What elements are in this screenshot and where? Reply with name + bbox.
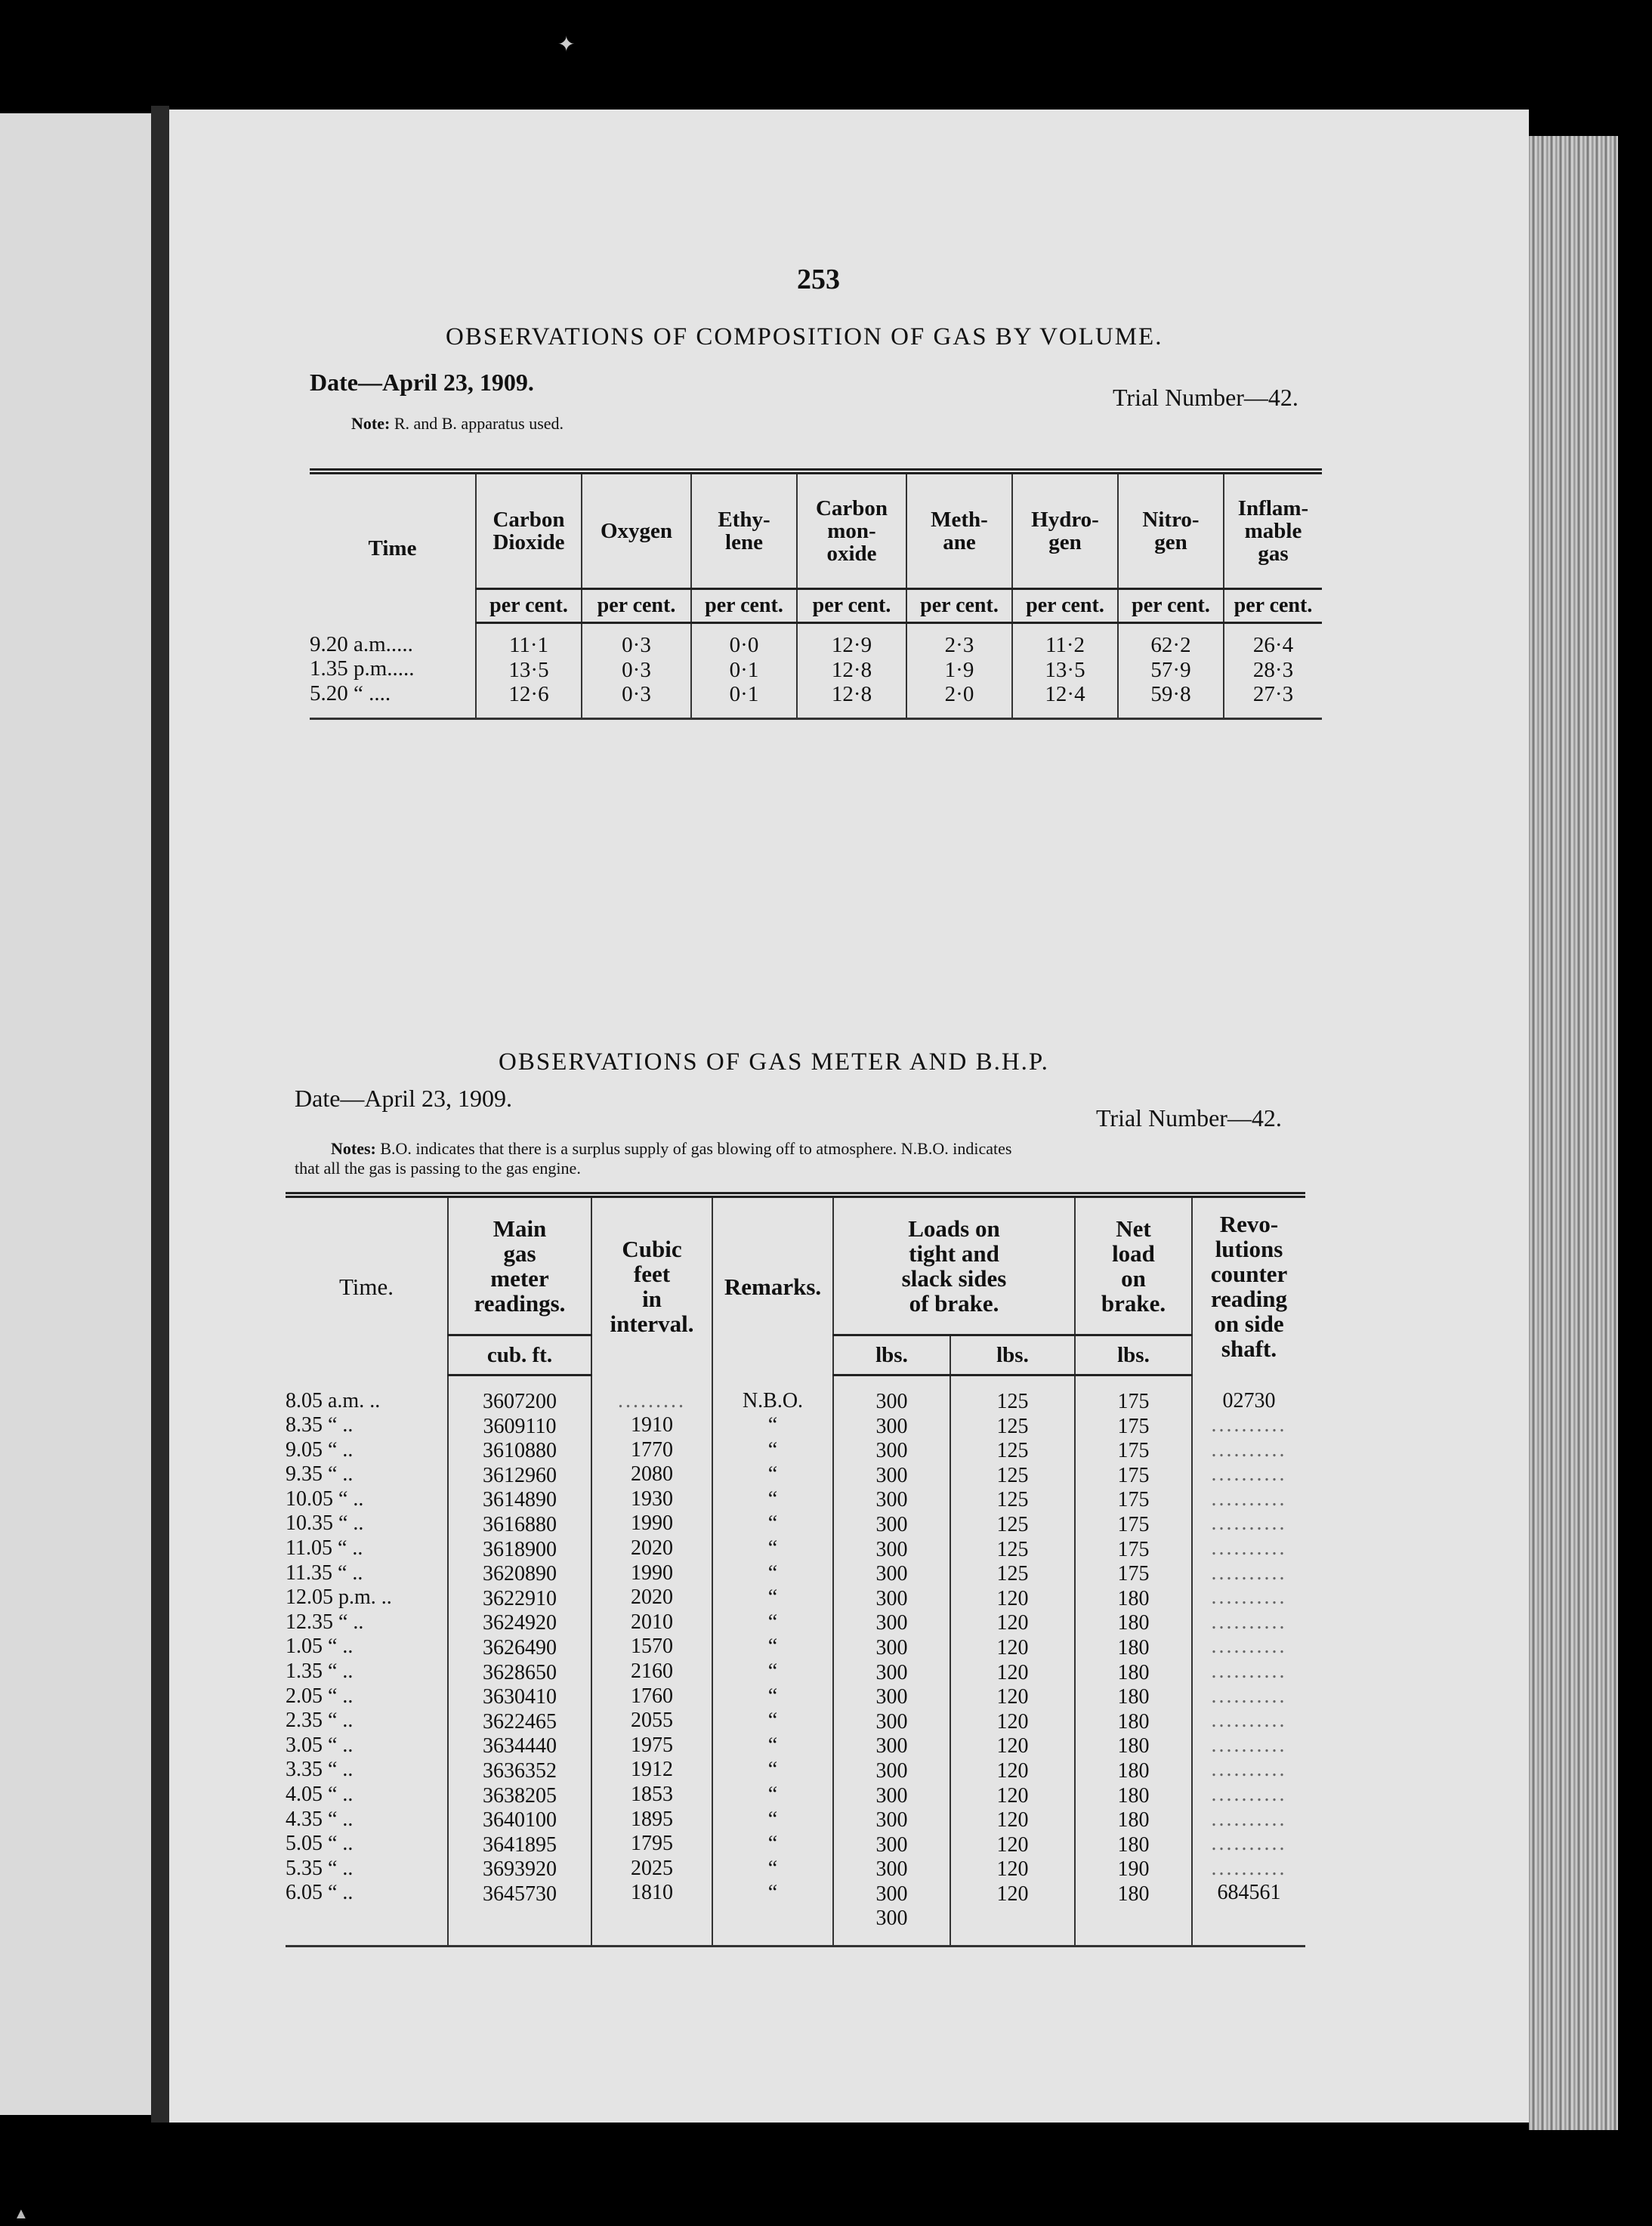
time-cell: 10.35 “ .. — [286, 1511, 364, 1536]
remarks-cell: “ — [767, 1536, 778, 1561]
value-cell: 1·9 — [944, 657, 974, 682]
slack-load-cell: 120 — [996, 1758, 1029, 1783]
slack-load-cell: 125 — [996, 1512, 1029, 1536]
cubic-feet-cell: 2020 — [631, 1585, 673, 1610]
revolutions-cell: .......... — [1211, 1437, 1287, 1462]
section2-title: OBSERVATIONS OF GAS METER AND B.H.P. — [499, 1048, 1049, 1076]
tight-load-cell: 300 — [875, 1685, 908, 1709]
comp-col-header: Carbon Dioxide — [476, 471, 582, 589]
section1-title: OBSERVATIONS OF COMPOSITION OF GAS BY VOLUME. — [446, 323, 1163, 350]
tight-load-cell: 300 — [875, 1808, 908, 1832]
meter-reading-cell: 3645730 — [483, 1882, 557, 1906]
meter-reading-cell: 3622465 — [483, 1709, 557, 1734]
net-load-cell: 180 — [1117, 1611, 1150, 1635]
time-cell: 4.05 “ .. — [286, 1783, 354, 1806]
net-load-cell: 180 — [1117, 1586, 1150, 1610]
cubic-feet-cell: 1990 — [631, 1561, 673, 1585]
remarks-cell: “ — [767, 1758, 778, 1782]
cubic-feet-cell: 1990 — [631, 1511, 673, 1536]
tight-load-cell: 300 — [875, 1390, 908, 1413]
revolutions-cell: .......... — [1211, 1733, 1287, 1757]
revolutions-cell: .......... — [1211, 1511, 1287, 1536]
cubic-feet-cell: 1760 — [631, 1684, 673, 1708]
meter-reading-cell: 3630410 — [483, 1685, 557, 1709]
net-load-column — [1075, 1375, 1192, 1947]
cubic-feet-cell: 2055 — [631, 1709, 673, 1733]
remarks-cell: “ — [767, 1487, 778, 1511]
comp-value-column — [691, 623, 797, 719]
slack-load-cell: 120 — [996, 1586, 1029, 1610]
meter-reading-cell: 3641895 — [483, 1832, 557, 1857]
net-load-cell: 175 — [1117, 1414, 1150, 1438]
slack-load-cell: 120 — [996, 1857, 1029, 1882]
slack-load-cell: 120 — [996, 1635, 1029, 1659]
time-cell: 10.05 “ .. — [286, 1487, 364, 1511]
revolutions-cell: .......... — [1211, 1807, 1287, 1831]
page-number: 253 — [797, 264, 840, 295]
tight-load-cell: 300 — [875, 1512, 908, 1536]
value-cell: 59·8 — [1150, 682, 1191, 707]
meter-reading-cell: 3620890 — [483, 1562, 557, 1586]
revolutions-cell: .......... — [1211, 1832, 1287, 1856]
slack-load-cell: 125 — [996, 1562, 1029, 1586]
meter-reading-cell: 3614890 — [483, 1488, 557, 1512]
remarks-cell: “ — [767, 1832, 778, 1856]
time-header: Time — [368, 536, 417, 561]
value-cell: 28·3 — [1252, 657, 1294, 682]
tight-load-cell: 300 — [875, 1660, 908, 1684]
slack-load-cell: 120 — [996, 1808, 1029, 1832]
meter-readings-column — [448, 1375, 591, 1947]
slack-load-cell: 120 — [996, 1783, 1029, 1808]
section2-trial: Trial Number—42. — [1096, 1104, 1282, 1132]
comp-col-header: Hydro- gen — [1012, 471, 1118, 589]
value-cell: 0·3 — [622, 682, 651, 707]
tight-load-cell: 300 — [875, 1882, 908, 1906]
slack-load-cell: 120 — [996, 1709, 1029, 1734]
remarks-header: Remarks. — [712, 1195, 833, 1375]
comp-value-column — [582, 623, 691, 719]
remarks-cell: “ — [767, 1684, 778, 1708]
net-load-cell: 175 — [1117, 1512, 1150, 1536]
revolutions-column — [1192, 1375, 1305, 1947]
value-cell: 12·8 — [831, 682, 872, 707]
meter-reading-cell: 3628650 — [483, 1660, 557, 1684]
revolutions-cell: .......... — [1211, 1659, 1287, 1684]
notes-text: B.O. indicates that there is a surplus supply of gas blowing off to atmosphere. N.B.O. indicates — [380, 1139, 1012, 1158]
slack-load-cell: 120 — [996, 1660, 1029, 1684]
net-load-cell: 175 — [1117, 1537, 1150, 1561]
meter-reading-cell: 3622910 — [483, 1586, 557, 1610]
main-meter-unit: cub. ft. — [448, 1335, 591, 1375]
tight-load-cell: 300 — [875, 1488, 908, 1512]
meter-reading-cell: 3640100 — [483, 1808, 557, 1832]
time-cell: 9.20 a.m..... — [310, 631, 413, 656]
comp-col-unit: per cent. — [1012, 589, 1118, 623]
value-cell: 11·1 — [508, 633, 549, 657]
revolutions-cell: .......... — [1211, 1684, 1287, 1708]
value-cell: 0·3 — [622, 633, 651, 657]
comp-col-header: Inflam- mable gas — [1224, 471, 1322, 589]
slack-load-cell: 125 — [996, 1439, 1029, 1463]
value-cell: 26·4 — [1252, 633, 1294, 657]
value-cell: 12·6 — [508, 682, 549, 707]
value-cell: 12·4 — [1045, 682, 1085, 707]
slack-load-cell: 125 — [996, 1414, 1029, 1438]
main-meter-header: Main gas meter readings. — [448, 1195, 591, 1335]
section2-note-line1 — [331, 1139, 1011, 1159]
comp-value-column — [1118, 623, 1224, 719]
tight-load-cell: 300 — [875, 1463, 908, 1487]
time-cell: 11.05 “ .. — [286, 1536, 363, 1561]
comp-col-unit: per cent. — [797, 589, 906, 623]
time-cell: 6.05 “ .. — [286, 1881, 354, 1905]
section2-note-line2: that all the gas is passing to the gas engine. — [295, 1159, 581, 1178]
note-text: R. and B. apparatus used. — [394, 414, 564, 433]
time-cell: 9.05 “ .. — [286, 1437, 354, 1462]
tight-load-cell: 300 — [875, 1611, 908, 1635]
loads-header: Loads on tight and slack sides of brake. — [833, 1195, 1075, 1335]
cubic-feet-cell: 2025 — [631, 1856, 673, 1880]
slack-load-cell: 125 — [996, 1463, 1029, 1487]
remarks-cell: “ — [767, 1733, 778, 1757]
cubic-feet-cell: ......... — [618, 1388, 686, 1412]
time-cell: 2.35 “ .. — [286, 1709, 354, 1733]
meter-reading-cell: 3609110 — [483, 1414, 557, 1438]
comp-col-header: Nitro- gen — [1118, 471, 1224, 589]
time-cell: 8.05 a.m. .. — [286, 1388, 381, 1412]
value-cell: 62·2 — [1150, 633, 1191, 657]
net-load-cell: 180 — [1117, 1832, 1150, 1857]
value-cell: 0·1 — [729, 682, 759, 707]
tight-load-cell: 300 — [875, 1414, 908, 1438]
cubic-feet-cell: 1770 — [631, 1437, 673, 1462]
revolutions-cell: .......... — [1211, 1856, 1287, 1880]
meter-reading-cell: 3610880 — [483, 1439, 557, 1463]
tight-load-cell: 300 — [875, 1439, 908, 1463]
tight-load-column — [833, 1375, 950, 1947]
remarks-cell: “ — [767, 1437, 778, 1462]
remarks-cell: N.B.O. — [742, 1388, 804, 1412]
slack-load-unit: lbs. — [950, 1335, 1075, 1375]
value-cell: 12·8 — [831, 657, 872, 682]
remarks-cell: “ — [767, 1561, 778, 1585]
cubic-feet-cell: 1810 — [631, 1881, 673, 1905]
remarks-cell: “ — [767, 1709, 778, 1733]
remarks-cell: “ — [767, 1783, 778, 1806]
tight-load-cell: 300 — [875, 1832, 908, 1857]
slack-load-cell: 120 — [996, 1882, 1029, 1906]
comp-col-unit: per cent. — [906, 589, 1012, 623]
revolutions-cell: .......... — [1211, 1783, 1287, 1806]
revolutions-cell: .......... — [1211, 1487, 1287, 1511]
tight-load-cell: 300 — [875, 1537, 908, 1561]
revolutions-cell: .......... — [1211, 1758, 1287, 1782]
revolutions-cell: .......... — [1211, 1585, 1287, 1610]
tight-load-cell: 300 — [875, 1783, 908, 1808]
cubic-feet-cell: 2010 — [631, 1610, 673, 1634]
time-cell: 12.35 “ .. — [286, 1610, 364, 1634]
comp-col-header: Meth- ane — [906, 471, 1012, 589]
tight-load-cell: 300 — [875, 1635, 908, 1659]
comp-value-column — [1012, 623, 1118, 719]
tight-load-cell: 300 — [875, 1734, 908, 1758]
cubic-feet-cell: 1912 — [631, 1758, 673, 1782]
section1-note — [351, 414, 564, 434]
comp-col-unit: per cent. — [476, 589, 582, 623]
meter-reading-cell: 3636352 — [483, 1758, 557, 1783]
comp-value-column — [476, 623, 582, 719]
comp-col-header: Carbon mon- oxide — [797, 471, 906, 589]
comp-value-column — [1224, 623, 1322, 719]
net-load-cell: 180 — [1117, 1660, 1150, 1684]
comp-col-unit: per cent. — [582, 589, 691, 623]
comp-col-header: Oxygen — [582, 471, 691, 589]
net-load-cell: 180 — [1117, 1709, 1150, 1734]
tight-load-cell: 300 — [875, 1709, 908, 1734]
time-cell: 2.05 “ .. — [286, 1684, 354, 1708]
net-load-cell: 180 — [1117, 1635, 1150, 1659]
slack-load-cell: 125 — [996, 1488, 1029, 1512]
meter-time-column — [286, 1375, 448, 1947]
slack-load-cell: 125 — [996, 1390, 1029, 1413]
remarks-cell: “ — [767, 1585, 778, 1610]
note-label: Note: — [351, 414, 391, 433]
net-load-cell: 175 — [1117, 1390, 1150, 1413]
net-load-cell: 175 — [1117, 1439, 1150, 1463]
revolutions-cell: .......... — [1211, 1536, 1287, 1561]
remarks-cell: “ — [767, 1635, 778, 1659]
time-cell: 5.05 “ .. — [286, 1832, 354, 1856]
gas-composition-table — [310, 468, 1322, 720]
comp-col-unit: per cent. — [1224, 589, 1322, 623]
revolutions-cell: .......... — [1211, 1610, 1287, 1634]
remarks-cell: “ — [767, 1511, 778, 1536]
slack-load-cell: 120 — [996, 1685, 1029, 1709]
tight-load-cell: 300 — [875, 1906, 908, 1931]
revolutions-cell: 684561 — [1217, 1881, 1281, 1905]
cubic-feet-cell: 2020 — [631, 1536, 673, 1561]
time-header: Time. — [338, 1273, 394, 1300]
cubic-feet-cell: 1895 — [631, 1807, 673, 1831]
time-cell: 1.05 “ .. — [286, 1635, 354, 1659]
value-cell: 13·5 — [508, 657, 549, 682]
page-edges — [1529, 136, 1618, 2130]
slack-load-cell: 120 — [996, 1832, 1029, 1857]
cubic-feet-cell: 1795 — [631, 1832, 673, 1856]
net-load-cell: 180 — [1117, 1758, 1150, 1783]
remarks-cell: “ — [767, 1659, 778, 1684]
value-cell: 27·3 — [1252, 682, 1294, 707]
cubic-feet-cell: 2160 — [631, 1659, 673, 1684]
comp-col-header: Ethy- lene — [691, 471, 797, 589]
time-cell: 9.35 “ .. — [286, 1462, 354, 1487]
value-cell: 2·0 — [944, 682, 974, 707]
cubic-feet-cell: 2080 — [631, 1462, 673, 1487]
revolutions-cell: 02730 — [1222, 1388, 1276, 1412]
tight-load-cell: 300 — [875, 1758, 908, 1783]
remarks-cell: “ — [767, 1856, 778, 1880]
revolutions-cell: .......... — [1211, 1462, 1287, 1487]
comp-value-column — [797, 623, 906, 719]
meter-reading-cell: 3626490 — [483, 1635, 557, 1659]
remarks-cell: “ — [767, 1807, 778, 1831]
cubic-feet-cell: 1930 — [631, 1487, 673, 1511]
scan-mark: ✦ — [557, 33, 576, 57]
meter-reading-cell: 3618900 — [483, 1537, 557, 1561]
cubic-feet-cell: 1910 — [631, 1413, 673, 1437]
section1-date: Date—April 23, 1909. — [310, 369, 534, 396]
comp-value-column — [906, 623, 1012, 719]
net-load-header: Net load on brake. — [1075, 1195, 1192, 1335]
net-load-cell: 180 — [1117, 1808, 1150, 1832]
revolutions-cell: .......... — [1211, 1709, 1287, 1733]
value-cell: 13·5 — [1045, 657, 1085, 682]
time-cell: 1.35 p.m..... — [310, 656, 415, 681]
slack-load-cell: 125 — [996, 1537, 1029, 1561]
meter-reading-cell: 3638205 — [483, 1783, 557, 1808]
meter-reading-cell: 3624920 — [483, 1611, 557, 1635]
revolutions-header: Revo- lutions counter reading on side shaft. — [1192, 1195, 1305, 1375]
cubic-feet-header: Cubic feet in interval. — [591, 1195, 712, 1375]
time-cell: 3.05 “ .. — [286, 1733, 354, 1757]
tight-load-unit: lbs. — [833, 1335, 950, 1375]
net-load-cell: 180 — [1117, 1882, 1150, 1906]
section2-date: Date—April 23, 1909. — [295, 1085, 512, 1112]
cubic-feet-cell: 1570 — [631, 1635, 673, 1659]
value-cell: 0·3 — [622, 657, 651, 682]
value-cell: 2·3 — [944, 633, 974, 657]
tight-load-cell: 300 — [875, 1857, 908, 1882]
net-load-cell: 175 — [1117, 1463, 1150, 1487]
cubic-feet-cell: 1975 — [631, 1733, 673, 1757]
meter-reading-cell: 3693920 — [483, 1857, 557, 1882]
remarks-cell: “ — [767, 1881, 778, 1905]
net-load-unit: lbs. — [1075, 1335, 1192, 1375]
value-cell: 0·1 — [729, 657, 759, 682]
net-load-cell: 180 — [1117, 1783, 1150, 1808]
comp-col-unit: per cent. — [1118, 589, 1224, 623]
revolutions-cell: .......... — [1211, 1561, 1287, 1585]
meter-reading-cell: 3612960 — [483, 1463, 557, 1487]
tight-load-cell: 300 — [875, 1586, 908, 1610]
net-load-cell: 190 — [1117, 1857, 1150, 1882]
time-cell: 5.35 “ .. — [286, 1856, 354, 1880]
revolutions-cell: .......... — [1211, 1413, 1287, 1437]
slack-load-cell: 120 — [996, 1611, 1029, 1635]
meter-reading-cell: 3607200 — [483, 1390, 557, 1413]
slack-load-column — [950, 1375, 1075, 1947]
net-load-cell: 180 — [1117, 1685, 1150, 1709]
value-cell: 11·2 — [1045, 633, 1085, 657]
net-load-cell: 180 — [1117, 1734, 1150, 1758]
slack-load-cell: 120 — [996, 1734, 1029, 1758]
revolutions-cell: .......... — [1211, 1635, 1287, 1659]
remarks-cell: “ — [767, 1462, 778, 1487]
value-cell: 12·9 — [831, 633, 872, 657]
book-spine — [151, 106, 169, 2123]
tight-load-cell: 300 — [875, 1562, 908, 1586]
net-load-cell: 175 — [1117, 1562, 1150, 1586]
scan-mark-bottom: ▲ — [14, 2206, 29, 2222]
meter-reading-cell: 3634440 — [483, 1734, 557, 1758]
value-cell: 57·9 — [1150, 657, 1191, 682]
net-load-cell: 175 — [1117, 1488, 1150, 1512]
time-cell: 12.05 p.m. .. — [286, 1585, 392, 1610]
time-cell: 1.35 “ .. — [286, 1659, 354, 1684]
comp-col-unit: per cent. — [691, 589, 797, 623]
section1-trial: Trial Number—42. — [1113, 384, 1298, 411]
left-page — [0, 113, 151, 2115]
time-cell: 4.35 “ .. — [286, 1807, 354, 1831]
notes-label: Notes: — [331, 1139, 376, 1158]
gas-meter-table — [286, 1192, 1305, 1947]
remarks-column — [712, 1375, 833, 1947]
cubic-feet-column — [591, 1375, 712, 1947]
remarks-cell: “ — [767, 1413, 778, 1437]
meter-reading-cell: 3616880 — [483, 1512, 557, 1536]
value-cell: 0·0 — [729, 633, 759, 657]
remarks-cell: “ — [767, 1610, 778, 1634]
time-cell: 5.20 “ .... — [310, 681, 391, 705]
time-cell: 3.35 “ .. — [286, 1758, 354, 1782]
time-cell: 11.35 “ .. — [286, 1561, 363, 1585]
cubic-feet-cell: 1853 — [631, 1783, 673, 1806]
time-column — [310, 623, 476, 719]
time-cell: 8.35 “ .. — [286, 1413, 354, 1437]
